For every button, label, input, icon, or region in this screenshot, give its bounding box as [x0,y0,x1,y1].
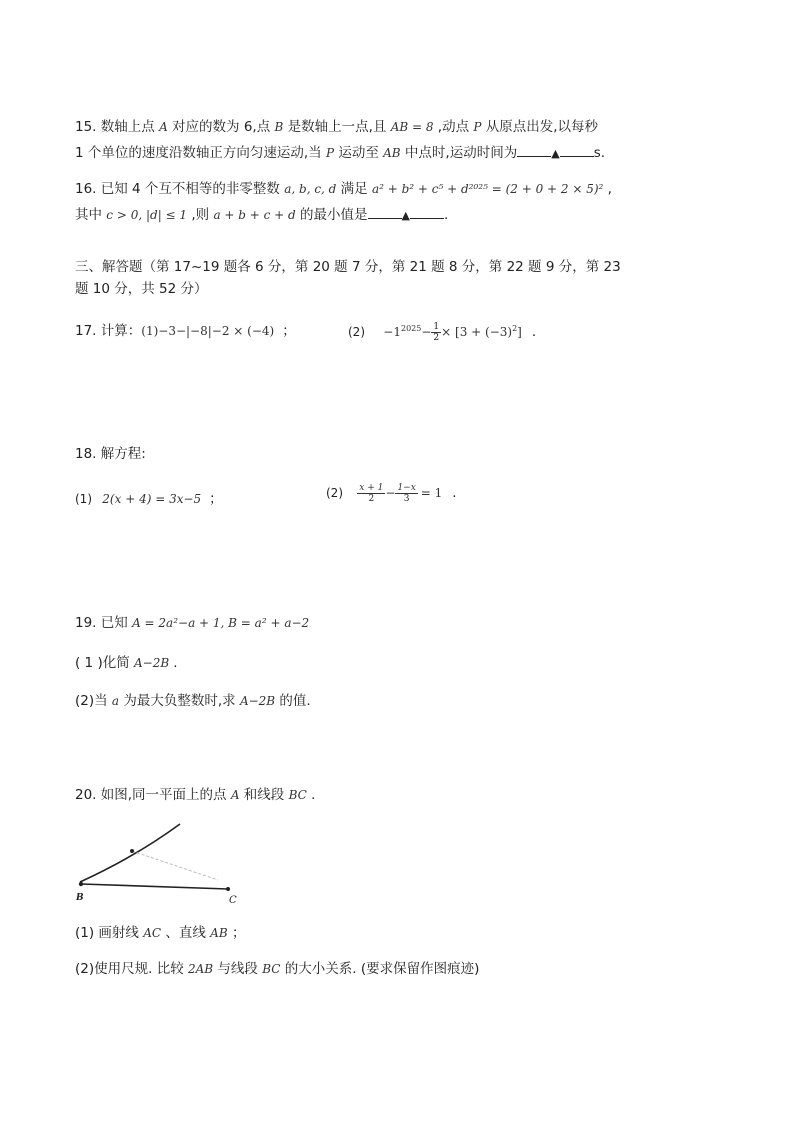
q18-label: 18. 解方程: [75,446,146,462]
q16-line1: 16. 已知 4 个互不相等的非零整数 a, b, c, d 满足 a² + b² + c⁵ + d²⁰²⁵ = (2 + 0 + 2 × 5)² , [75,181,612,197]
q20-label-line: 20. 如图,同一平面上的点 A 和线段 BC . [75,787,316,803]
faint-construction-line [132,851,218,880]
q16-sum: a + b + c + d [213,208,296,222]
q20-part1: (1) 画射线 AC 、直线 AB ； [75,925,246,941]
q16-equation: a² + b² + c⁵ + d²⁰²⁵ = (2 + 0 + 2 × 5)² [371,182,604,196]
q19-expression: A = 2a²−a + 1, B = a² + a−2 [132,616,310,630]
curved-arc [80,824,180,882]
q19-label-line: 19. 已知 A = 2a²−a + 1, B = a² + a−2 [75,615,310,631]
q20-figure [70,818,250,908]
point-b-label: B [274,120,284,134]
q17-line: 17. 计算：(1)−3−|−8|−2 × (−4) ； [75,323,296,339]
triangle-marker: ▲ [551,147,560,160]
fraction-one-half: $\frac{1}{2}$ [433,321,440,343]
point-a [130,849,134,853]
q17-part1-expr: (1)−3−|−8|−2 × (−4) [141,324,275,338]
point-c [226,887,230,891]
q18-equation1: 2(x + 4) = 3x−5 [102,492,202,506]
q19-part2: (2)当 a 为最大负整数时,求 A−2B 的值. [75,693,311,709]
point-p-label: P [473,120,482,134]
q20-part2: (2)使用尺规. 比较 2AB 与线段 BC 的大小关系. (要求保留作图痕迹) [75,961,480,977]
point-a-label: A [159,120,168,134]
label-c: C [229,895,237,906]
label-b: B [76,893,84,903]
q16-condition: c > 0, |d| ≤ 1 [106,208,188,222]
answer-blank [560,144,594,157]
q17-part2: $(2) -1^{2025}-$ $\frac{1}{2}$ × $[3 + (-3)^2]$ . [348,321,537,343]
fraction-x-plus-1-over-2: $\frac{x + 1}{2}$ [359,482,384,504]
section-header-line2: 题 10 分，共 52 分） [75,281,208,297]
q18-part1: (1) 2(x + 4) = 3x−5 ； [75,491,223,507]
answer-blank [368,206,402,219]
answer-blank [410,206,444,219]
point-b [79,882,83,886]
q16-vars: a, b, c, d [284,182,337,196]
q19-part1: ( 1 )化简 A−2B . [75,655,178,671]
fraction-1-minus-x-over-3: $\frac{1-x}{3}$ [397,482,416,504]
q18-part2: (2) $\frac{x + 1}{2}$ − $\frac{1-x}{3}$ = 1 . [326,482,457,504]
triangle-marker: ▲ [401,209,410,222]
segment-bc [81,884,228,889]
answer-blank [517,144,551,157]
section-header-line1: 三、解答题（第 17~19 题各 6 分，第 20 题 7 分，第 21 题 8 分，第 22 题 9 分，第 23 [75,259,621,275]
q16-line2: 其中 c > 0, |d| ≤ 1 ,则 a + b + c + d 的最小值是 ▲ . [75,207,449,223]
ab-equals-8: AB = 8 [390,120,434,134]
q15-line1: 15. 数轴上点 A 对应的数为 6,点 B 是数轴上一点,且 AB = 8 ,动点 P 从原点出发,以每秒 [75,119,599,135]
q15-line2: 1 个单位的速度沿数轴正方向匀速运动,当 P 运动至 AB 中点时,运动时间为 ▲ s. [75,145,606,161]
